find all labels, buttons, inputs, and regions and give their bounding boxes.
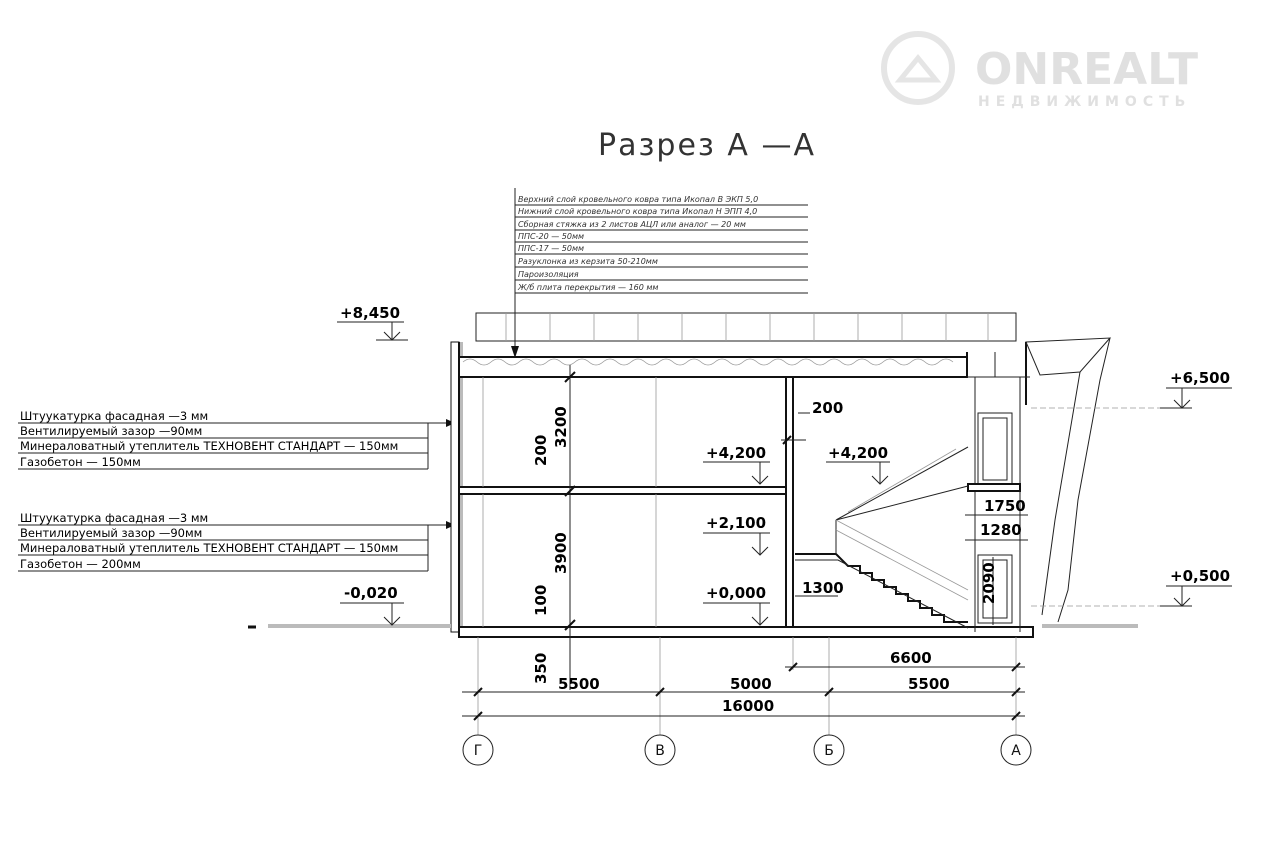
roof-layer: Пароизоляция [518, 270, 579, 279]
wall-layers-lower [18, 511, 455, 571]
level-label: +4,200 [828, 444, 889, 462]
level-marker [340, 584, 404, 625]
dim-label: 5500 [558, 675, 600, 693]
wall-layer: Минераловатный утеплитель ТЕХНОВЕНТ СТАНДАРТ — 150мм [20, 541, 399, 555]
axis-markers [463, 735, 1031, 765]
dim-label: 1280 [980, 521, 1022, 539]
axis-label: А [1011, 743, 1021, 759]
watermark-sub: НЕДВИЖИМОСТЬ [978, 94, 1192, 110]
dim-label: 16000 [722, 697, 775, 715]
level-marker [337, 304, 408, 340]
level-marker [826, 444, 890, 484]
dim-label: 100 [532, 584, 550, 616]
dim-label: 1300 [802, 579, 844, 597]
wall-layer: Вентилируемый зазор —90мм [20, 424, 203, 438]
level-label: +2,100 [706, 514, 767, 532]
roof-layer: Ж/б плита перекрытия — 160 мм [518, 283, 659, 292]
level-label: -0,020 [344, 584, 398, 602]
level-label: +4,200 [706, 444, 767, 462]
wall-layer: Вентилируемый зазор —90мм [20, 526, 203, 540]
dim-label: 200 [532, 434, 550, 466]
level-marker [703, 444, 770, 484]
dim-label: 2090 [980, 562, 998, 604]
level-marker [703, 514, 770, 555]
level-marker [1160, 369, 1232, 408]
roof-layer: Нижний слой кровельного ковра типа Икопал Н ЭПП 4,0 [518, 207, 758, 216]
roof-layers-table [511, 188, 808, 358]
watermark [884, 34, 1198, 110]
wall-layer: Газобетон — 150мм [20, 455, 141, 469]
dim-label: 200 [812, 399, 844, 417]
level-label: +0,500 [1170, 567, 1231, 585]
roof-layer: ППС-20 — 50мм [518, 232, 585, 241]
axis-label: Г [473, 743, 483, 759]
level-label: +8,450 [340, 304, 401, 322]
roof-layer: Разуклонка из керзита 50-210мм [518, 257, 658, 266]
level-label: +6,500 [1170, 369, 1231, 387]
watermark-logo-icon [884, 34, 952, 102]
level-marker [703, 584, 770, 625]
axis-label: Б [824, 743, 834, 759]
dim-label: 5000 [730, 675, 772, 693]
wall-layer: Газобетон — 200мм [20, 557, 141, 571]
watermark-brand: ONREALT [975, 44, 1198, 95]
horizontal-dimensions [462, 637, 1025, 735]
dim-label: 5500 [908, 675, 950, 693]
dim-label: 6600 [890, 649, 932, 667]
level-marker [1160, 567, 1232, 606]
roof-layer: Верхний слой кровельного ковра типа Икопал В ЭКП 5,0 [518, 195, 759, 204]
axis-label: В [655, 743, 665, 759]
roof-layer: Сборная стяжка из 2 листов АЦЛ или аналог — 20 мм [518, 220, 746, 229]
wall-layers-upper [18, 409, 455, 469]
dim-label: 3200 [552, 406, 570, 448]
dim-label: 1750 [984, 497, 1026, 515]
roof-layer: ППС-17 — 50мм [518, 244, 585, 253]
wall-layer: Минераловатный утеплитель ТЕХНОВЕНТ СТАНДАРТ — 150мм [20, 439, 399, 453]
level-label: +0,000 [706, 584, 767, 602]
dim-label: 3900 [552, 532, 570, 574]
stairs [795, 447, 968, 628]
wall-layer: Штуукатурка фасадная —3 мм [20, 511, 209, 525]
dim-label: 350 [532, 652, 550, 684]
wall-layer: Штуукатурка фасадная —3 мм [20, 409, 209, 423]
drawing-title: Разрез А —А [598, 128, 816, 163]
